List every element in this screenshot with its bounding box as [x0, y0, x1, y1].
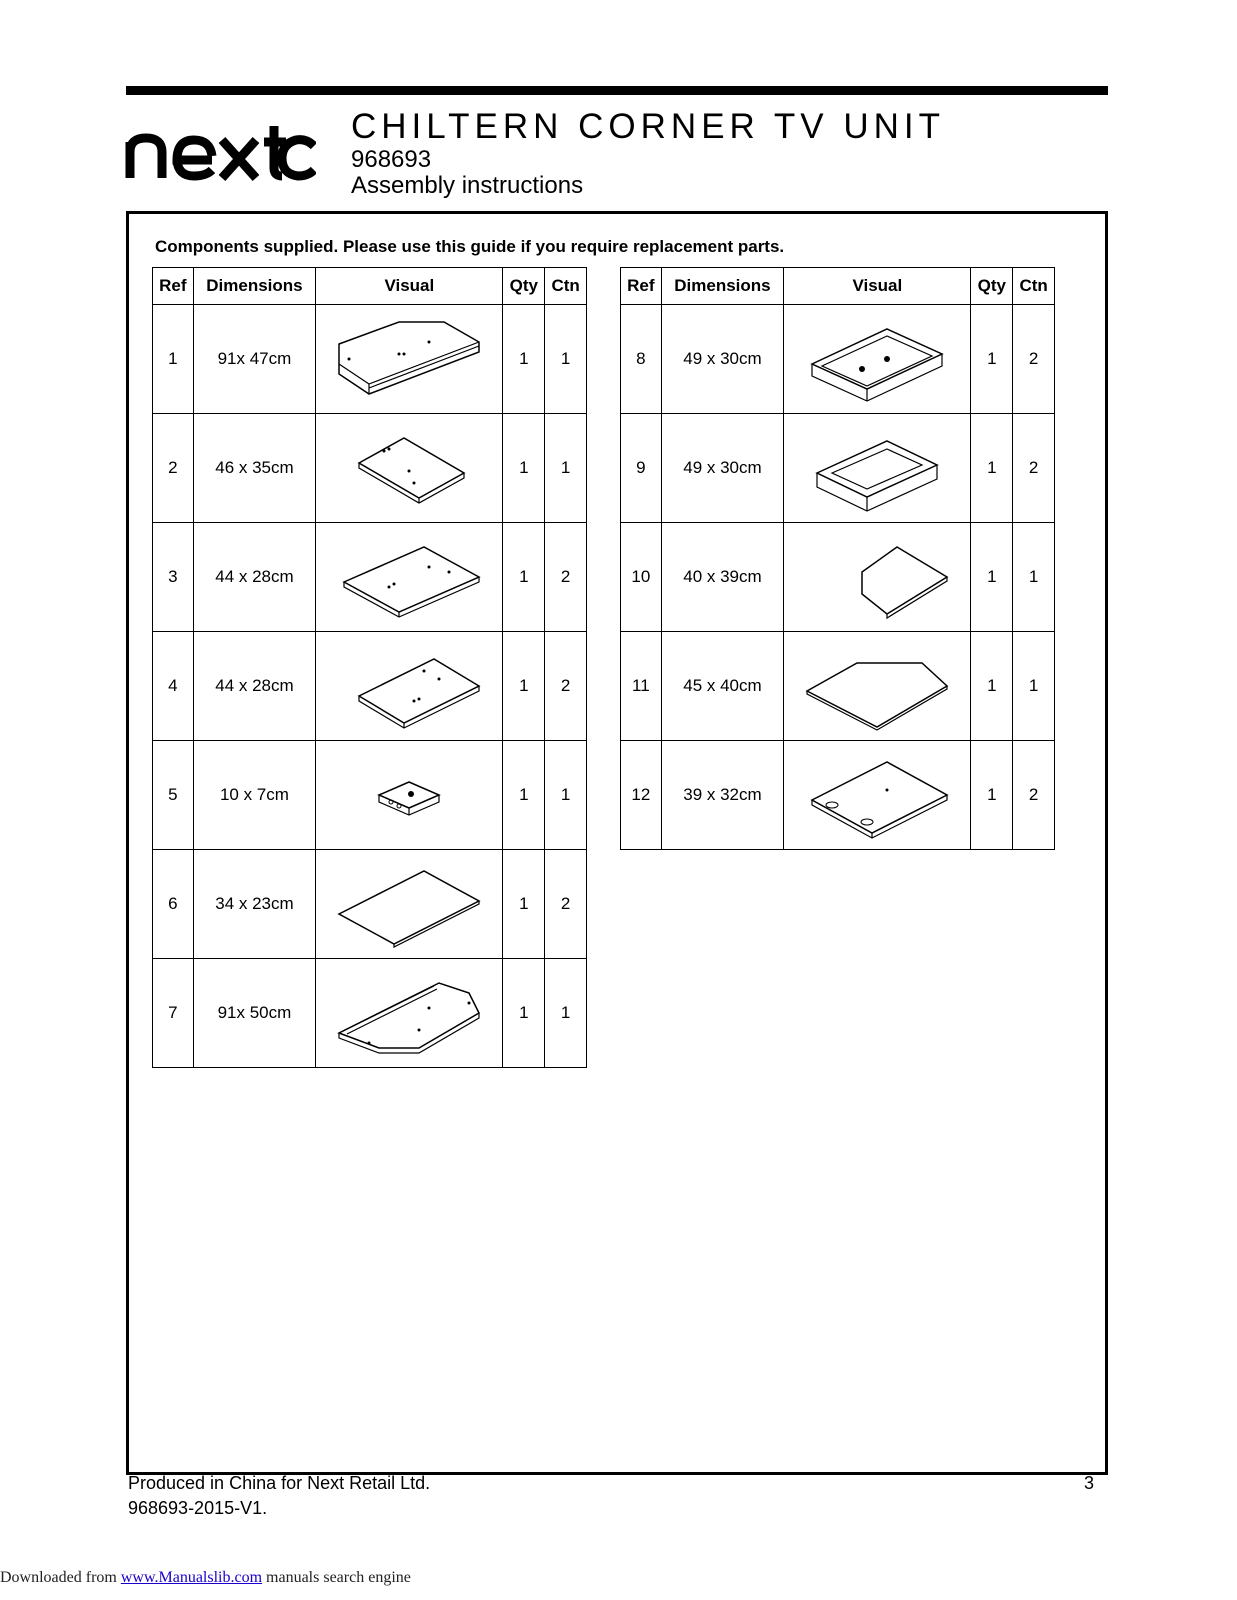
part-dimensions: 49 x 30cm [661, 414, 783, 523]
part-ref: 2 [153, 414, 194, 523]
small-block-icon [329, 750, 489, 840]
col-ref: Ref [153, 268, 194, 305]
part-visual [784, 414, 971, 523]
part-ref: 5 [153, 741, 194, 850]
parts-table-right [620, 267, 1055, 850]
table-row [153, 523, 587, 632]
part-dimensions: 44 x 28cm [193, 632, 315, 741]
table-row [621, 305, 1055, 414]
download-note [0, 1569, 411, 1587]
drawer-base-icon [797, 750, 957, 840]
part-ctn: 1 [545, 959, 587, 1068]
table-row [621, 414, 1055, 523]
part-visual [784, 523, 971, 632]
part-ctn: 1 [545, 305, 587, 414]
page-number: 3 [1084, 1473, 1095, 1493]
corner-board-icon [797, 641, 957, 731]
download-suffix: manuals search engine [262, 1569, 411, 1586]
page-title: CHILTERN CORNER TV UNIT [351, 107, 946, 146]
part-dimensions: 91x 47cm [193, 305, 315, 414]
part-qty: 1 [971, 414, 1013, 523]
part-ctn: 2 [1013, 305, 1055, 414]
page-subtitle: Assembly instructions [351, 172, 584, 199]
table-row [153, 850, 587, 959]
table-row [153, 632, 587, 741]
download-prefix: Downloaded from [0, 1569, 121, 1586]
part-visual [316, 959, 503, 1068]
part-qty: 1 [503, 850, 545, 959]
part-visual [316, 305, 503, 414]
part-ctn: 2 [545, 850, 587, 959]
part-qty: 1 [503, 305, 545, 414]
part-dimensions: 91x 50cm [193, 959, 315, 1068]
part-ref: 3 [153, 523, 194, 632]
part-ref: 7 [153, 959, 194, 1068]
corner-top-panel-icon [329, 314, 489, 404]
part-ctn: 2 [1013, 414, 1055, 523]
part-ref: 9 [621, 414, 662, 523]
footer-produced: Produced in China for Next Retail Ltd. [128, 1473, 431, 1493]
part-dimensions: 39 x 32cm [661, 741, 783, 850]
part-dimensions: 10 x 7cm [193, 741, 315, 850]
manualslib-link[interactable]: www.Manualslib.com [120, 1569, 263, 1586]
col-dimensions: Dimensions [661, 268, 783, 305]
part-ref: 10 [621, 523, 662, 632]
part-ctn: 1 [545, 741, 587, 850]
part-ref: 4 [153, 632, 194, 741]
corner-base-panel-icon [329, 968, 489, 1058]
product-code: 968693 [351, 146, 432, 173]
part-ref: 8 [621, 305, 662, 414]
drawer-assembly-icon [797, 314, 957, 404]
side-panel-icon [329, 423, 489, 513]
table-row [621, 741, 1055, 850]
col-visual: Visual [784, 268, 971, 305]
corner-shelf-icon [797, 532, 957, 622]
part-dimensions: 40 x 39cm [661, 523, 783, 632]
part-qty: 1 [503, 523, 545, 632]
col-ctn: Ctn [1013, 268, 1055, 305]
col-ref: Ref [621, 268, 662, 305]
table-row [153, 959, 587, 1068]
col-ctn: Ctn [545, 268, 587, 305]
part-qty: 1 [971, 741, 1013, 850]
part-visual [316, 414, 503, 523]
part-visual [784, 305, 971, 414]
table-row [621, 632, 1055, 741]
part-visual [316, 850, 503, 959]
table-row [153, 305, 587, 414]
part-ctn: 2 [1013, 741, 1055, 850]
col-visual: Visual [316, 268, 503, 305]
col-qty: Qty [503, 268, 545, 305]
part-ctn: 1 [545, 414, 587, 523]
part-dimensions: 46 x 35cm [193, 414, 315, 523]
col-qty: Qty [971, 268, 1013, 305]
part-ref: 1 [153, 305, 194, 414]
part-qty: 1 [503, 741, 545, 850]
back-board-icon [329, 859, 489, 949]
part-dimensions: 34 x 23cm [193, 850, 315, 959]
shelf-panel-icon [329, 532, 489, 622]
intro-text: Components supplied. Please use this guide if you require replacement parts. [155, 237, 785, 256]
part-visual [784, 741, 971, 850]
part-ref: 12 [621, 741, 662, 850]
table-row [153, 414, 587, 523]
part-ref: 11 [621, 632, 662, 741]
table-header-row [153, 268, 587, 305]
shelf-panel-icon [329, 641, 489, 731]
part-qty: 1 [971, 523, 1013, 632]
table-header-row [621, 268, 1055, 305]
part-visual [316, 632, 503, 741]
part-qty: 1 [503, 632, 545, 741]
part-qty: 1 [971, 305, 1013, 414]
part-ref: 6 [153, 850, 194, 959]
parts-table-left [152, 267, 587, 1068]
part-qty: 1 [503, 414, 545, 523]
header-rule [126, 86, 1108, 95]
part-visual [784, 632, 971, 741]
next-logo [122, 108, 316, 192]
part-ctn: 1 [1013, 523, 1055, 632]
table-row [153, 741, 587, 850]
part-qty: 1 [971, 632, 1013, 741]
table-row [621, 523, 1055, 632]
footer-version: 968693-2015-V1. [128, 1498, 268, 1518]
part-ctn: 1 [1013, 632, 1055, 741]
part-dimensions: 49 x 30cm [661, 305, 783, 414]
part-ctn: 2 [545, 632, 587, 741]
part-qty: 1 [503, 959, 545, 1068]
part-dimensions: 45 x 40cm [661, 632, 783, 741]
drawer-assembly-icon [797, 423, 957, 513]
part-visual [316, 741, 503, 850]
part-visual [316, 523, 503, 632]
col-dimensions: Dimensions [193, 268, 315, 305]
part-dimensions: 44 x 28cm [193, 523, 315, 632]
part-ctn: 2 [545, 523, 587, 632]
